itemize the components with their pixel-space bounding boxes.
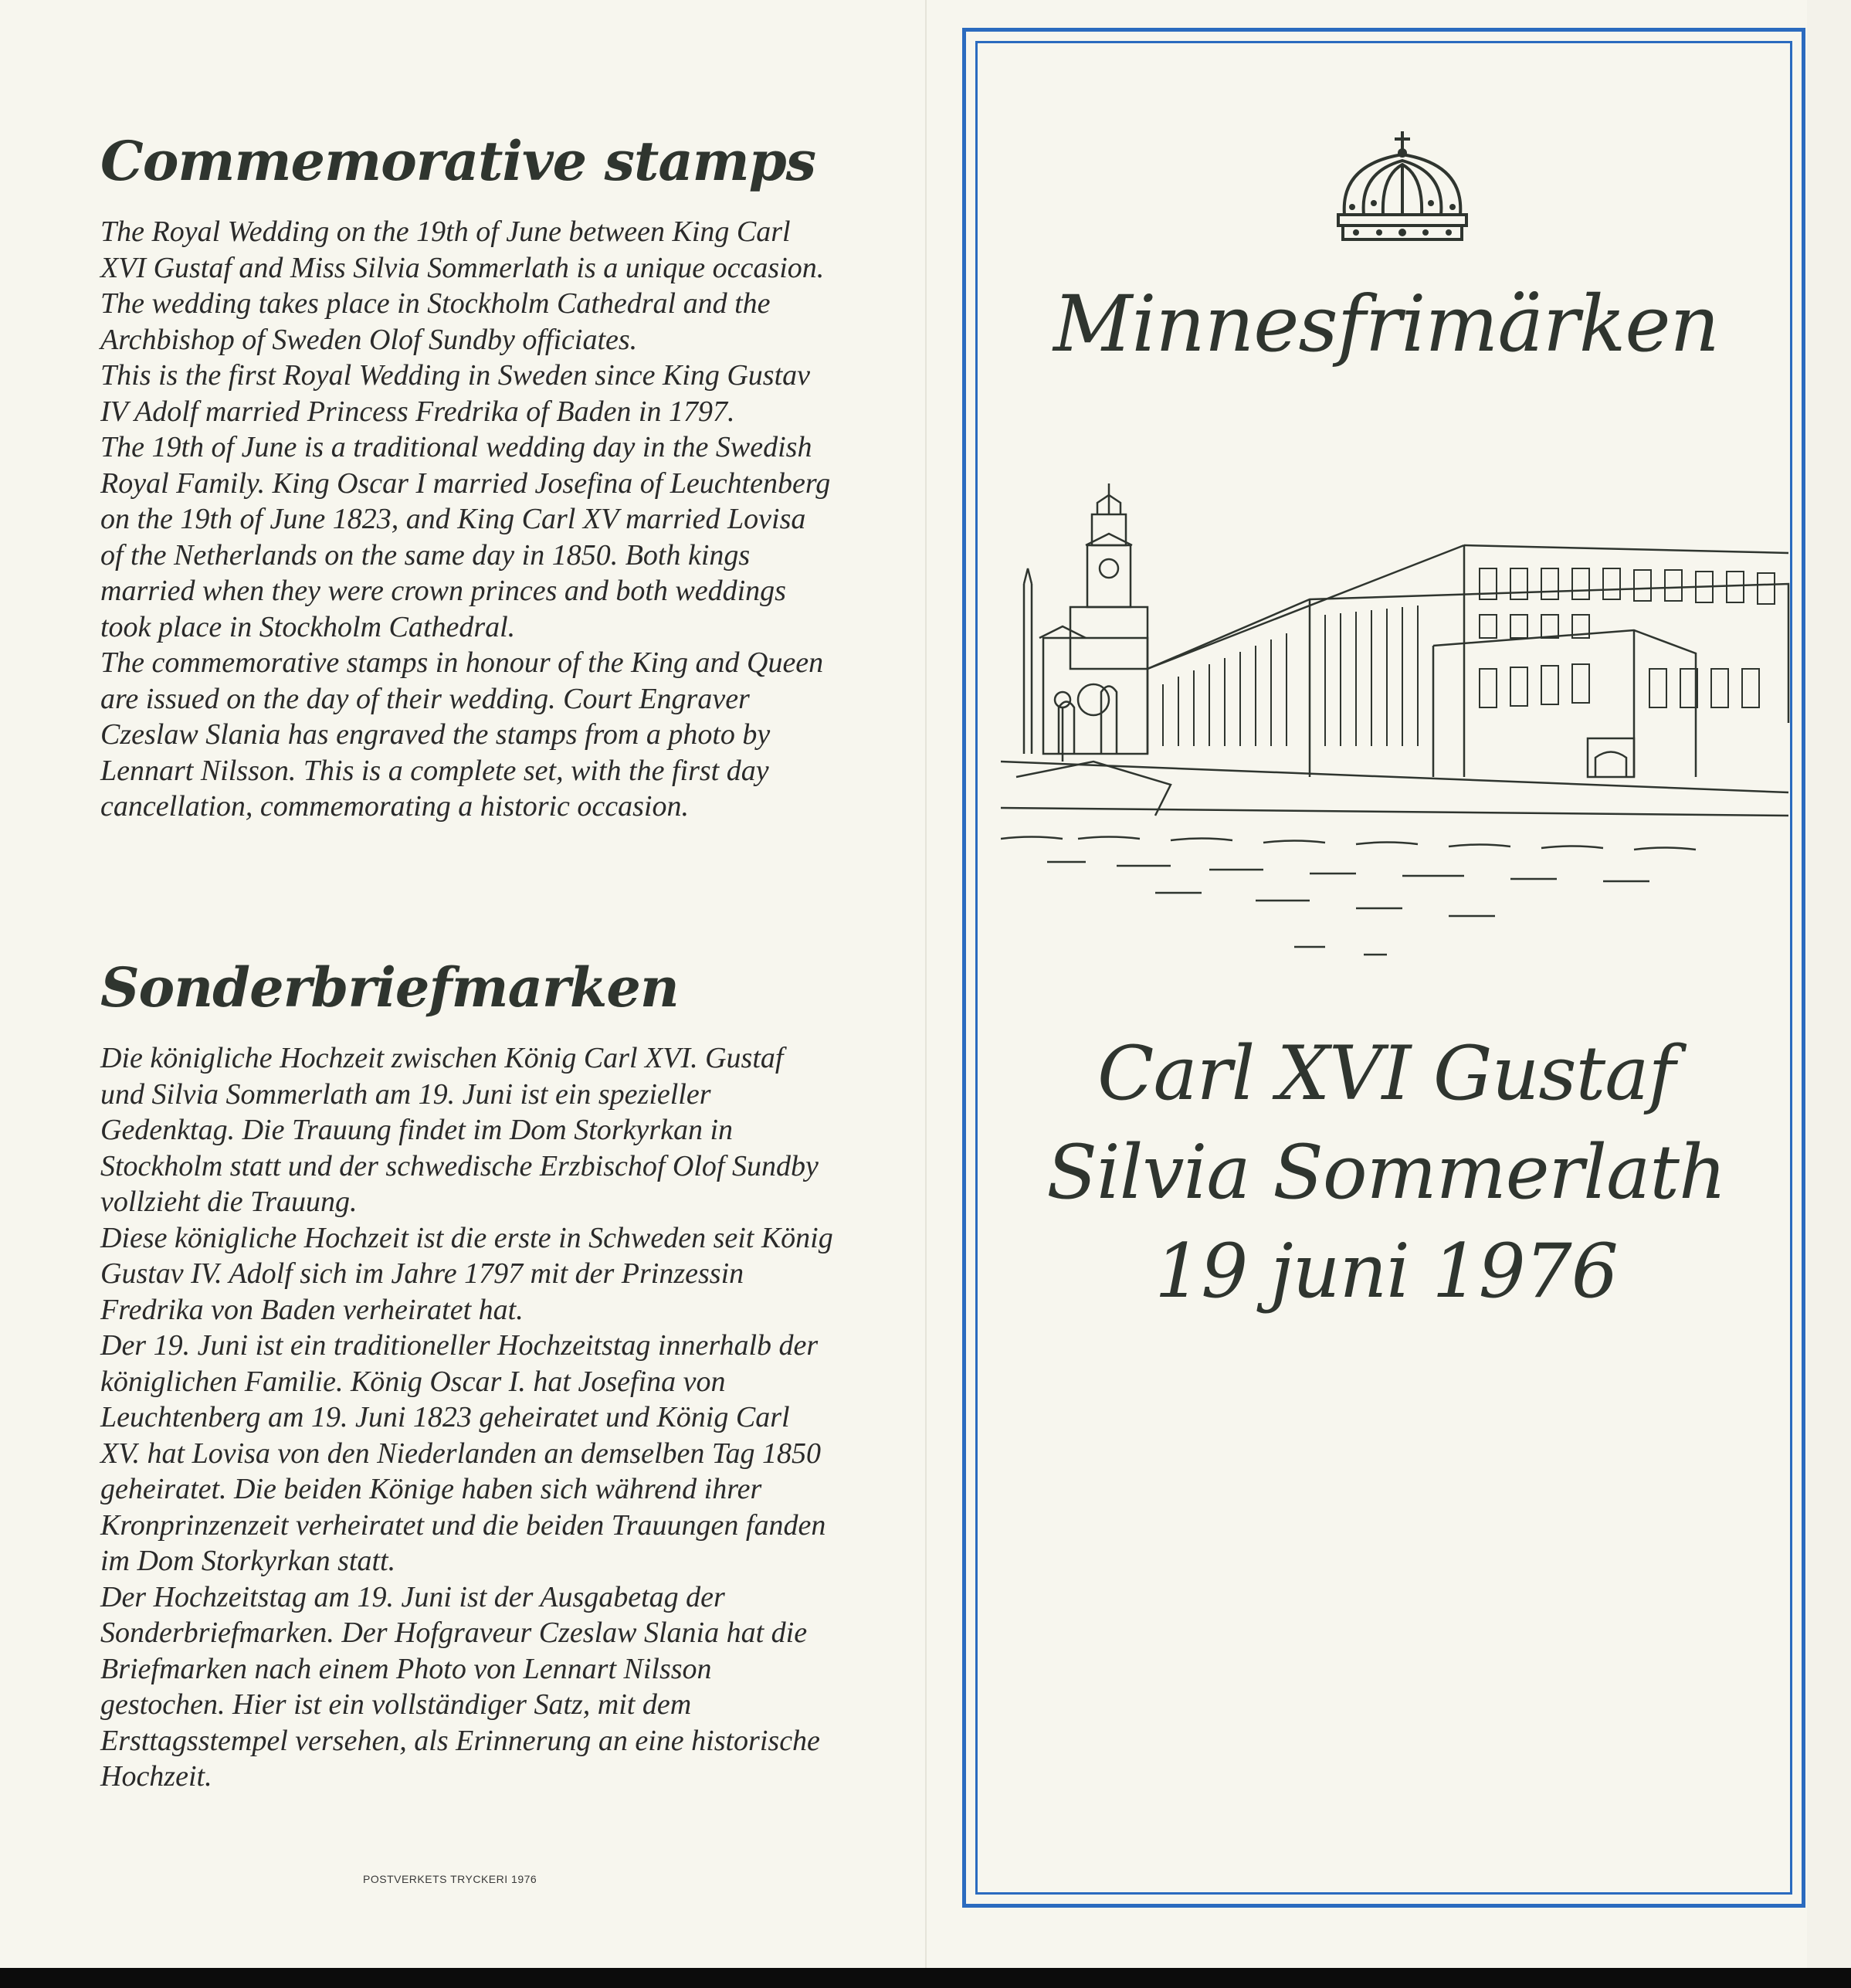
wedding-date: 19 juni 1976 — [1154, 1228, 1618, 1315]
english-paragraph-4: The commemorative stamps in honour of the King and Queen are issued on the day of their wedding. Court Engraver Czeslaw Slania has engraved the stamps from a photo by Lennart Nilsson. This is a complete set, with the first day cancellation, commemorating a historic occasion. — [100, 646, 824, 823]
english-paragraph-2: This is the first Royal Wedding in Sweden since King Gustav IV Adolf married Princess Fredrika of Baden in 1797. — [100, 359, 810, 428]
english-heading: Commemorative stamps — [100, 129, 816, 193]
english-paragraph-1: The Royal Wedding on the 19th of June between King Carl XVI Gustaf and Miss Silvia Sommerlath is a unique occasion. The wedding takes place in Stockholm Cathedral and the Archbishop of Sweden Olof Sundby officiates. — [100, 215, 825, 356]
royal-palace-illustration — [1001, 453, 1796, 978]
printer-note: POSTVERKETS TRYCKERI 1976 — [363, 1873, 537, 1885]
english-body — [100, 214, 834, 825]
english-paragraph-3: The 19th of June is a traditional wedding day in the Swedish Royal Family. King Oscar I married Josefina of Leuchtenberg on the 19th of June 1823, and King Carl XV married Lovisa of the Netherlands on the same day in 1850. Both kings married when they were crown princes and both weddings took place in Stockholm Cathedral. — [100, 431, 831, 643]
bride-name: Silvia Sommerlath — [1046, 1129, 1726, 1216]
cover-title: Minnesfrimärken — [1053, 279, 1719, 369]
german-paragraph-3: Der 19. Juni ist ein traditioneller Hochzeitstag innerhalb der königlichen Familie. König Oscar I. hat Josefina von Leuchtenberg am 19. Juni 1823 geheiratet und König Carl XV. hat Lovisa von den Niederlanden an demselben Tag 1850 geheiratet. Die beiden Könige haben sich während ihrer Kronprinzenzeit verheiratet und die beiden Trauungen fanden im Dom Storkyrkan statt. — [100, 1329, 826, 1577]
german-heading: Sonderbriefmarken — [100, 955, 679, 1019]
groom-name: Carl XVI Gustaf — [1097, 1030, 1676, 1117]
german-paragraph-4: Der Hochzeitstag am 19. Juni ist der Ausgabetag der Sonderbriefmarken. Der Hofgraveur Czeslaw Slania hat die Briefmarken nach einem Photo von Lennart Nilsson gestochen. Hier ist ein vollständiger Satz, mit dem Ersttagsstempel versehen, als Erinnerung an eine historische Hochzeit. — [100, 1580, 820, 1793]
cover-inner-border — [975, 41, 1792, 1895]
couple-names-block — [978, 1024, 1795, 1321]
fold-line — [925, 0, 927, 1968]
german-body — [100, 1040, 834, 1795]
english-section — [100, 131, 834, 825]
german-section — [100, 955, 834, 1795]
german-paragraph-1: Die königliche Hochzeit zwischen König Carl XVI. Gustaf und Silvia Sommerlath am 19. Juni ist ein spezieller Gedenktag. Die Trauung findet im Dom Storkyrkan in Stockholm statt und der schwedische Erzbischof Olof Sundby vollzieht die Trauung. — [100, 1042, 819, 1218]
german-paragraph-2: Diese königliche Hochzeit ist die erste in Schweden seit König Gustav IV. Adolf sich im Jahre 1797 mit der Prinzessin Fredrika von Baden verheiratet hat. — [100, 1221, 833, 1326]
cover-panel — [962, 28, 1805, 1908]
right-margin — [1807, 0, 1851, 1968]
crown-icon — [1329, 130, 1476, 246]
scan-bottom-edge — [0, 1968, 1851, 1988]
